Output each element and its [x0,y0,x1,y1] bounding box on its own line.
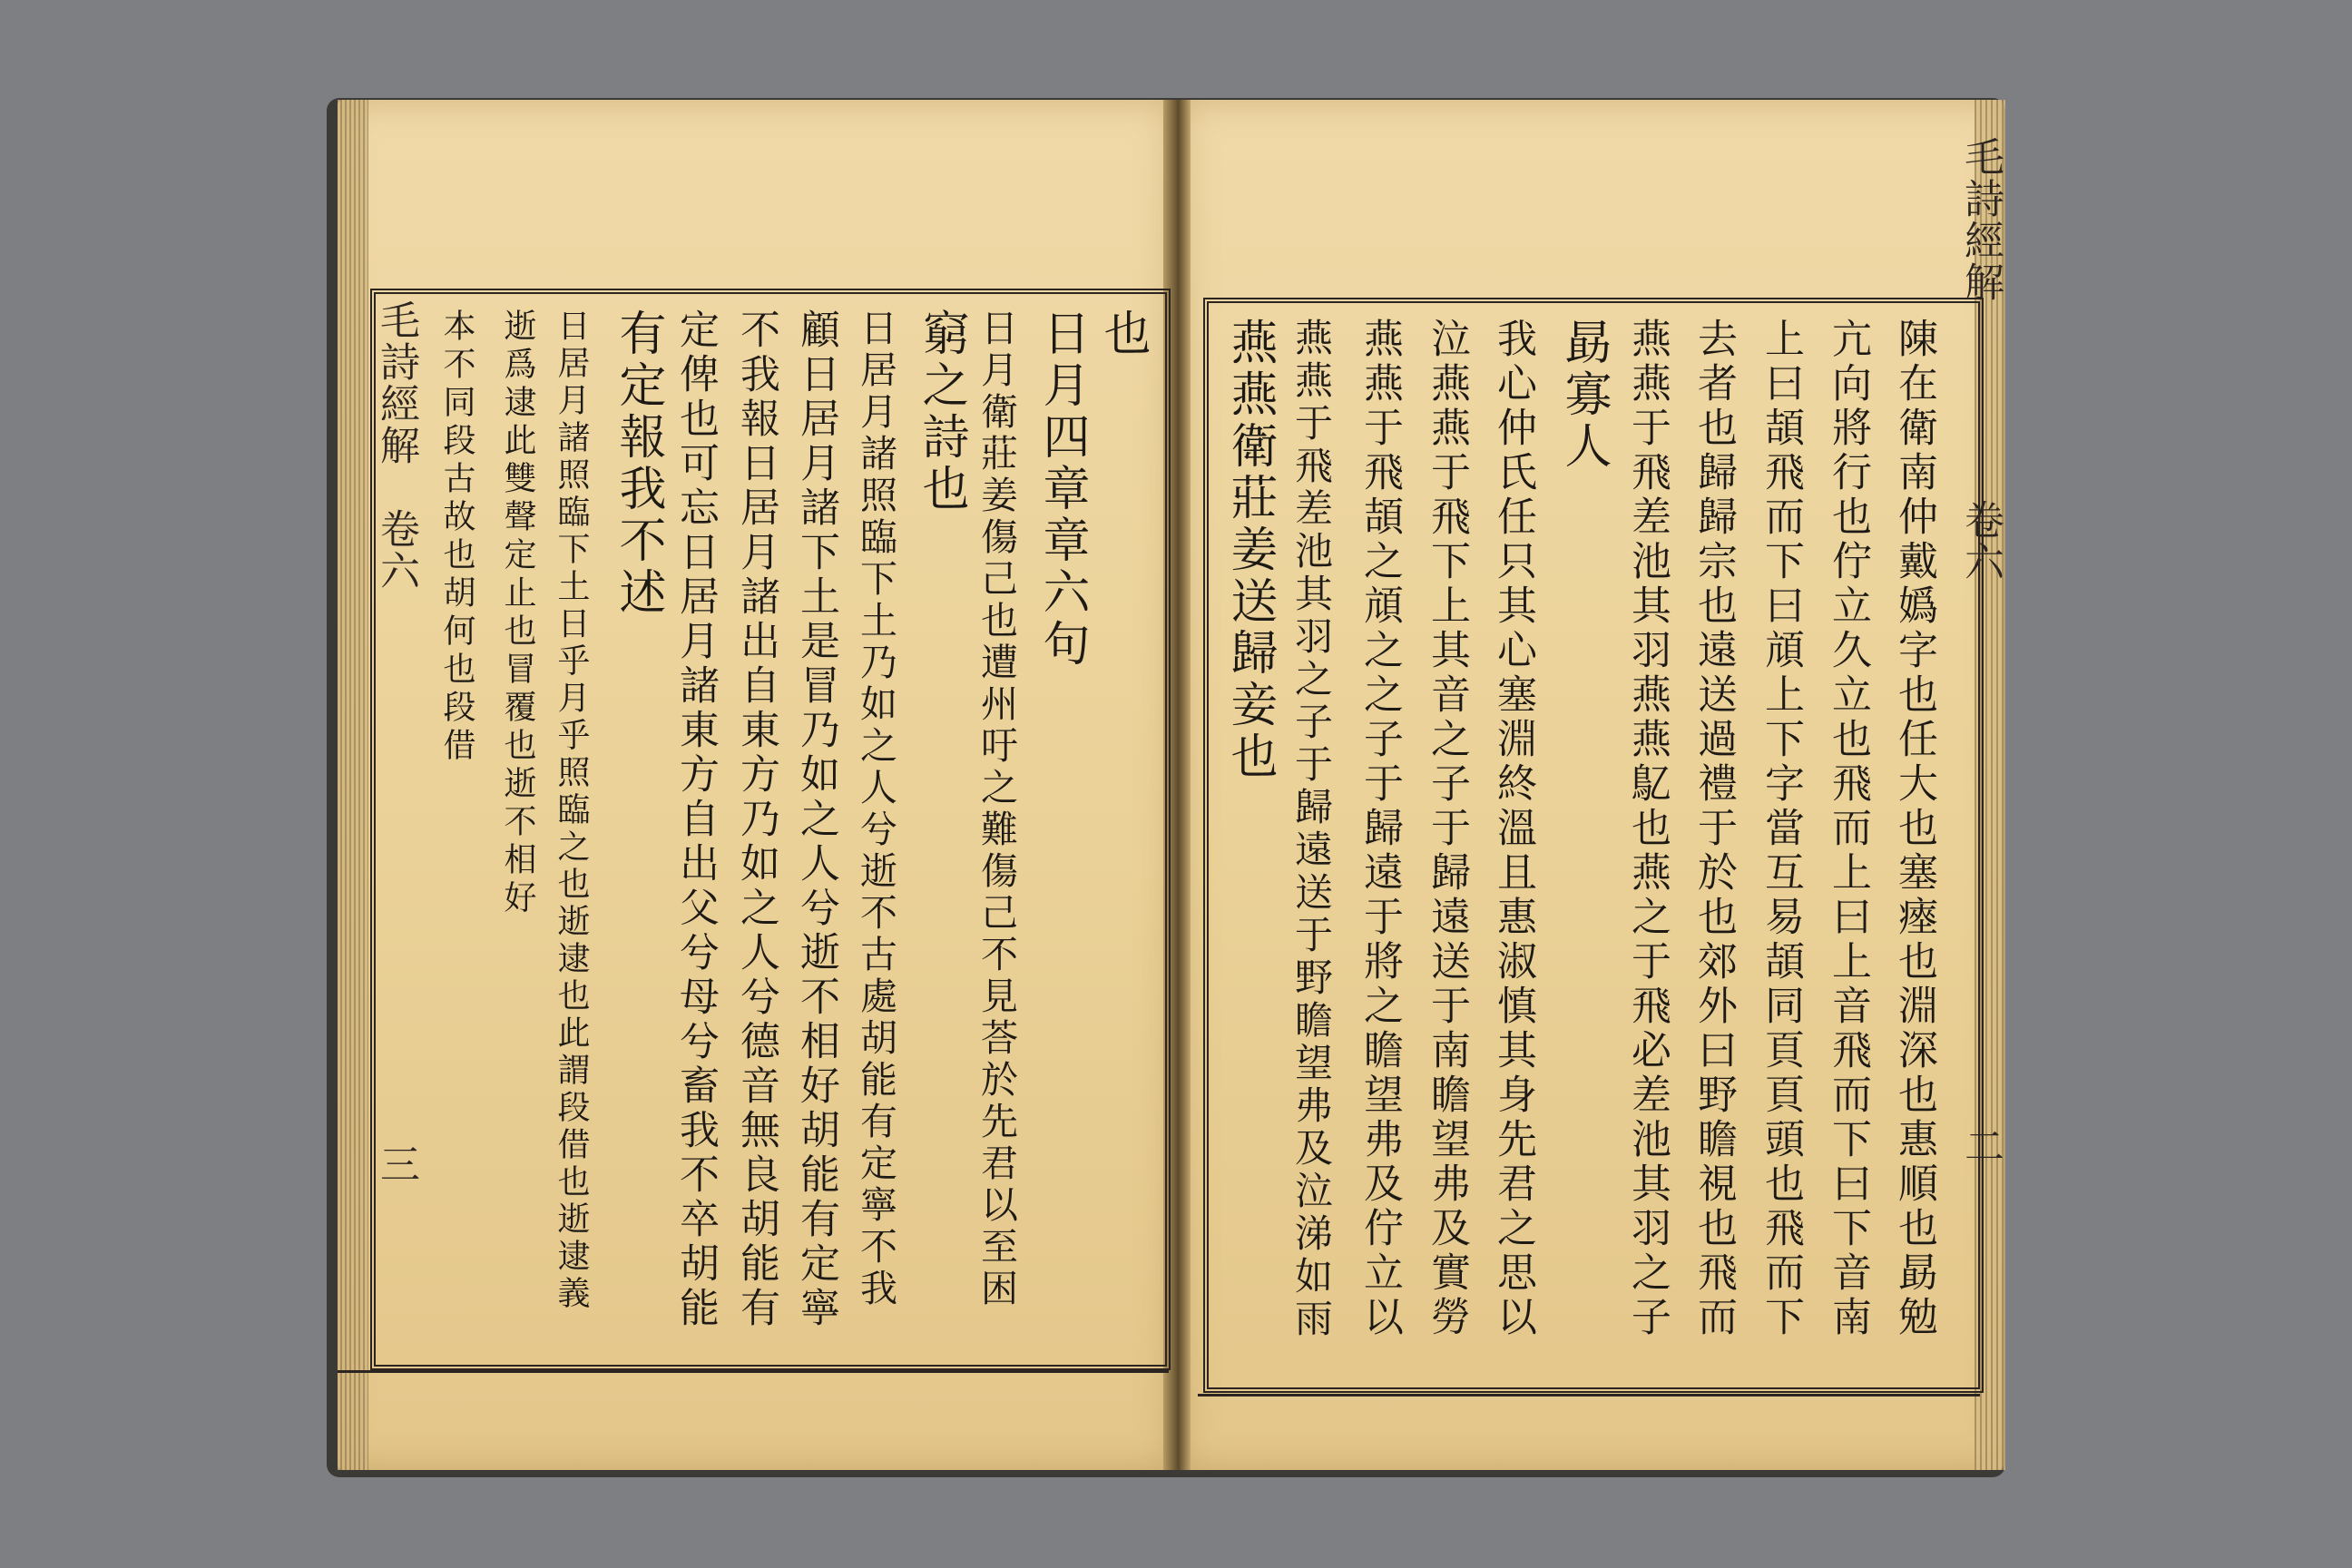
left-page-column: 日居月諸照臨下土日乎月乎照臨之也逝逮也此謂段借也逝逮義 [553,309,590,1313]
right-page-column: 上曰頡飛而下曰頏上下字當互易頡同頁頁頭也飛而下 [1758,318,1804,1340]
right-page-column: 亢向將行也佇立久立也飛而上曰上音飛而下曰下音南 [1825,318,1871,1340]
left-page-edges [338,100,368,1470]
left-page-column: 定俾也可忘日居月諸東方自出父兮母兮畜我不卒胡能 [672,309,719,1331]
left-page-column: 不我報日居月諸出自東方乃如之人兮德音無良胡能有 [733,309,779,1331]
left-margin-volume: 卷六 [373,508,419,592]
left-bottom-rule [338,1370,1169,1373]
left-margin-title: 毛詩經解 [373,299,419,466]
right-margin-title: 毛詩經解 [1957,136,2004,303]
right-page-column: 燕燕于飛差池其羽之子于歸遠送于野瞻望弗及泣涕如雨 [1289,318,1334,1341]
left-page-column: 逝爲逮此雙聲定止也冒覆也逝不相好 [499,309,536,918]
left-page-column: 也 [1095,309,1150,360]
left-page-column: 日月衛莊姜傷己也遭州吁之難傷己不見荅於先君以至困 [975,309,1018,1310]
left-margin-page: 三 [373,1143,419,1185]
right-page-column: 去者也歸歸宗也遠送過禮于於也郊外曰野瞻視也飛而 [1690,318,1737,1340]
right-margin-volume: 卷六 [1957,499,2004,583]
right-page-column: 燕燕衛莊姜送歸妾也 [1222,318,1277,783]
right-bottom-rule [1198,1394,1980,1396]
right-page-column: 泣燕燕于飛下上其音之子于歸遠送于南瞻望弗及實勞 [1424,318,1470,1340]
right-page-column: 勗寡人 [1556,318,1611,473]
left-page-column: 顧日居月諸下土是冒乃如之人兮逝不相好胡能有定寧 [793,309,839,1331]
left-page-column: 窮之詩也 [914,309,968,515]
right-page-column: 陳在衛南仲戴嬀字也任大也塞瘞也淵深也惠順也勗勉 [1891,318,1937,1340]
right-margin-page: 二 [1957,1125,2004,1167]
left-page-column: 日月四章章六句 [1034,309,1089,671]
right-page-column: 燕燕于飛差池其羽燕燕鳦也燕之于飛必差池其羽之子 [1624,318,1671,1340]
right-page-column: 我心仲氏任只其心塞淵終溫且惠淑慎其身先君之思以 [1490,318,1536,1340]
right-page-column: 燕燕于飛頡之頏之之子于歸遠于將之瞻望弗及佇立以 [1357,318,1403,1340]
left-page-column: 本不同段古故也胡何也段借 [438,309,475,766]
left-page-column: 有定報我不述 [611,309,665,619]
left-page-column: 日居月諸照臨下土乃如之人兮逝不古處胡能有定寧不我 [854,309,897,1310]
